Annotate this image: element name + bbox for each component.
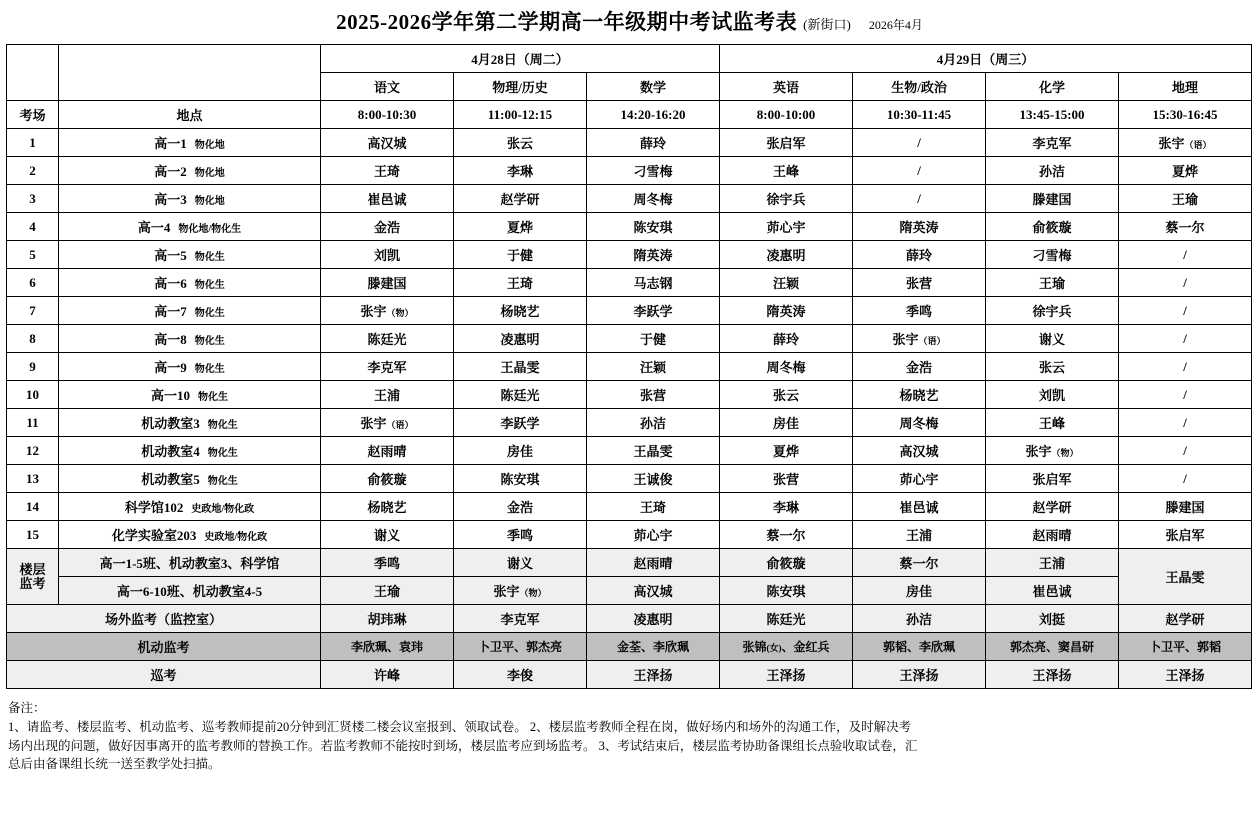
room-place bbox=[59, 353, 321, 381]
invigilator-r1-c7: 张宇（语） bbox=[1119, 129, 1252, 157]
invigilator-r3-c7: 王瑜 bbox=[1119, 185, 1252, 213]
place-subject-group: 物化生 bbox=[207, 420, 238, 431]
invigilator-r6-c2: 王琦 bbox=[454, 269, 587, 297]
place-subject-group: 史政地/物化政 bbox=[191, 504, 255, 515]
place-name: 机动教室4 bbox=[141, 444, 200, 459]
invigilator-r8-c7: / bbox=[1119, 325, 1252, 353]
invigilator-r8-c4: 薛玲 bbox=[720, 325, 853, 353]
table-row bbox=[7, 437, 1252, 465]
place-subject-group: 物化地 bbox=[194, 168, 225, 179]
invigilator-r12-c2: 房佳 bbox=[454, 437, 587, 465]
table-row bbox=[7, 129, 1252, 157]
header-day-1: 4月28日（周二） bbox=[321, 45, 720, 73]
place-subject-group: 物化生 bbox=[198, 392, 228, 403]
invigilator-r5-c1: 刘凯 bbox=[321, 241, 454, 269]
room-number: 5 bbox=[7, 241, 59, 269]
outside-invigilator-c4: 陈廷光 bbox=[720, 605, 853, 633]
place-subject-group: 物化生 bbox=[194, 364, 225, 375]
invigilator-r15-c7: 张启军 bbox=[1119, 521, 1252, 549]
invigilator-r11-c6: 王峰 bbox=[986, 409, 1119, 437]
header-subject-5: 生物/政治 bbox=[853, 73, 986, 101]
invigilator-r13-c6: 张启军 bbox=[986, 465, 1119, 493]
room-number: 13 bbox=[7, 465, 59, 493]
invigilator-r1-c3: 薛玲 bbox=[587, 129, 720, 157]
place-name: 高一9 bbox=[154, 360, 187, 375]
invigilator-r11-c4: 房佳 bbox=[720, 409, 853, 437]
invigilator-r10-c5: 杨晓艺 bbox=[853, 381, 986, 409]
invigilator-r15-c3: 茆心宇 bbox=[587, 521, 720, 549]
invigilator-r12-c7: / bbox=[1119, 437, 1252, 465]
standby-invigilator-c2: 卜卫平、郭杰亮 bbox=[454, 633, 587, 661]
invigilator-r14-c2: 金浩 bbox=[454, 493, 587, 521]
patrol-row bbox=[7, 661, 1252, 689]
invigilator-r2-c6: 孙洁 bbox=[986, 157, 1119, 185]
invigilator-r8-c6: 谢义 bbox=[986, 325, 1119, 353]
invigilator-r8-c2: 凌惠明 bbox=[454, 325, 587, 353]
invigilator-r5-c5: 薛玲 bbox=[853, 241, 986, 269]
outside-invigilation-row bbox=[7, 605, 1252, 633]
room-place bbox=[59, 409, 321, 437]
floor-invigilator-geography: 王晶雯 bbox=[1119, 549, 1252, 605]
place-name: 高一7 bbox=[154, 304, 187, 319]
outside-invigilator-c5: 孙洁 bbox=[853, 605, 986, 633]
table-row bbox=[7, 465, 1252, 493]
invigilator-r11-c1: 张宇（语） bbox=[321, 409, 454, 437]
place-name: 机动教室5 bbox=[141, 472, 200, 487]
invigilator-r3-c2: 赵学研 bbox=[454, 185, 587, 213]
outside-invigilator-c3: 凌惠明 bbox=[587, 605, 720, 633]
notes-title: 备注： bbox=[8, 701, 46, 715]
standby-invigilation-label: 机动监考 bbox=[7, 633, 321, 661]
header-blank-place bbox=[59, 45, 321, 101]
invigilator-r4-c6: 俞筱璇 bbox=[986, 213, 1119, 241]
room-number: 15 bbox=[7, 521, 59, 549]
invigilator-r4-c7: 蔡一尔 bbox=[1119, 213, 1252, 241]
room-place bbox=[59, 493, 321, 521]
invigilator-r9-c5: 金浩 bbox=[853, 353, 986, 381]
invigilator-r7-c7: / bbox=[1119, 297, 1252, 325]
floor-scope bbox=[59, 577, 321, 605]
place-name: 高一6 bbox=[154, 276, 187, 291]
invigilator-r6-c1: 滕建国 bbox=[321, 269, 454, 297]
floor-invigilator-r2-c1: 王瑜 bbox=[321, 577, 454, 605]
place-name: 高一2 bbox=[154, 164, 187, 179]
invigilator-r3-c6: 滕建国 bbox=[986, 185, 1119, 213]
patrol-person-c5: 王泽扬 bbox=[853, 661, 986, 689]
room-place bbox=[59, 213, 321, 241]
room-number: 10 bbox=[7, 381, 59, 409]
header-time-3: 14:20-16:20 bbox=[587, 101, 720, 129]
invigilator-r7-c3: 李跃学 bbox=[587, 297, 720, 325]
floor-invigilator-r1-c3: 赵雨晴 bbox=[587, 549, 720, 577]
invigilator-r5-c3: 隋英涛 bbox=[587, 241, 720, 269]
header-subject-7: 地理 bbox=[1119, 73, 1252, 101]
header-subject-2: 物理/历史 bbox=[454, 73, 587, 101]
invigilator-r2-c4: 王峰 bbox=[720, 157, 853, 185]
invigilator-r2-c2: 李琳 bbox=[454, 157, 587, 185]
invigilator-r15-c5: 王浦 bbox=[853, 521, 986, 549]
invigilator-r5-c4: 凌惠明 bbox=[720, 241, 853, 269]
patrol-person-c3: 王泽扬 bbox=[587, 661, 720, 689]
invigilator-r11-c5: 周冬梅 bbox=[853, 409, 986, 437]
invigilator-r1-c5: / bbox=[853, 129, 986, 157]
invigilator-r10-c2: 陈廷光 bbox=[454, 381, 587, 409]
place-name: 高一1 bbox=[154, 136, 187, 151]
floor-invigilator-r1-c2: 谢义 bbox=[454, 549, 587, 577]
notes-line-3: 总后由备课组长统一送至教学处扫描。 bbox=[8, 757, 221, 772]
table-row bbox=[7, 157, 1252, 185]
invigilator-r13-c5: 茆心宇 bbox=[853, 465, 986, 493]
patrol-label: 巡考 bbox=[7, 661, 321, 689]
header-time-2: 11:00-12:15 bbox=[454, 101, 587, 129]
standby-invigilator-c3: 金荃、李欣珮 bbox=[587, 633, 720, 661]
invigilator-r13-c1: 俞筱璇 bbox=[321, 465, 454, 493]
standby-invigilator-c4: 张锦(女)、金红兵 bbox=[720, 633, 853, 661]
room-place bbox=[59, 437, 321, 465]
invigilator-r4-c3: 陈安琪 bbox=[587, 213, 720, 241]
invigilator-r1-c4: 张启军 bbox=[720, 129, 853, 157]
header-exam-room: 考场 bbox=[7, 101, 59, 129]
invigilator-r6-c3: 马志钢 bbox=[587, 269, 720, 297]
invigilator-r7-c2: 杨晓艺 bbox=[454, 297, 587, 325]
campus-label: (新街口) bbox=[803, 17, 851, 32]
room-number: 3 bbox=[7, 185, 59, 213]
invigilator-r6-c7: / bbox=[1119, 269, 1252, 297]
standby-invigilation-row bbox=[7, 633, 1252, 661]
place-subject-group: 物化地/物化生 bbox=[178, 224, 242, 235]
table-row bbox=[7, 213, 1252, 241]
invigilator-r14-c7: 滕建国 bbox=[1119, 493, 1252, 521]
header-time-4: 8:00-10:00 bbox=[720, 101, 853, 129]
room-number: 8 bbox=[7, 325, 59, 353]
room-place bbox=[59, 185, 321, 213]
floor-invigilator-r2-c3: 高汉城 bbox=[587, 577, 720, 605]
invigilator-r13-c4: 张营 bbox=[720, 465, 853, 493]
room-number: 6 bbox=[7, 269, 59, 297]
invigilator-r2-c3: 刁雪梅 bbox=[587, 157, 720, 185]
floor-invigilator-r2-c6: 崔邑诚 bbox=[986, 577, 1119, 605]
invigilator-r2-c7: 夏烨 bbox=[1119, 157, 1252, 185]
place-name: 科学馆102 bbox=[124, 500, 184, 515]
floor-invigilator-r2-c5: 房佳 bbox=[853, 577, 986, 605]
header-subject-3: 数学 bbox=[587, 73, 720, 101]
invigilator-r14-c6: 赵学研 bbox=[986, 493, 1119, 521]
schedule-table bbox=[6, 44, 1252, 689]
invigilator-r14-c3: 王琦 bbox=[587, 493, 720, 521]
room-place bbox=[59, 157, 321, 185]
floor-invigilation-row bbox=[7, 577, 1252, 605]
patrol-person-c6: 王泽扬 bbox=[986, 661, 1119, 689]
invigilator-r13-c7: / bbox=[1119, 465, 1252, 493]
invigilator-r7-c1: 张宇（物） bbox=[321, 297, 454, 325]
place-name: 高一10 bbox=[150, 388, 190, 403]
header-time-5: 10:30-11:45 bbox=[853, 101, 986, 129]
invigilator-r10-c6: 刘凯 bbox=[986, 381, 1119, 409]
header-subject-1: 语文 bbox=[321, 73, 454, 101]
header-row-times bbox=[7, 101, 1252, 129]
table-row bbox=[7, 521, 1252, 549]
floor-scope-text: 高一6-10班、机动教室4-5 bbox=[116, 584, 263, 599]
invigilator-r9-c3: 汪颖 bbox=[587, 353, 720, 381]
invigilator-r3-c3: 周冬梅 bbox=[587, 185, 720, 213]
header-place: 地点 bbox=[59, 101, 321, 129]
floor-scope bbox=[59, 549, 321, 577]
invigilator-r6-c5: 张营 bbox=[853, 269, 986, 297]
floor-invigilator-r1-c1: 季鸣 bbox=[321, 549, 454, 577]
invigilator-r4-c5: 隋英涛 bbox=[853, 213, 986, 241]
place-subject-group: 物化生 bbox=[194, 252, 225, 263]
invigilator-r3-c4: 徐宇兵 bbox=[720, 185, 853, 213]
outside-invigilator-c2: 李克军 bbox=[454, 605, 587, 633]
floor-invigilator-r2-c2: 张宇（物） bbox=[454, 577, 587, 605]
invigilator-r12-c4: 夏烨 bbox=[720, 437, 853, 465]
place-name: 机动教室3 bbox=[141, 416, 200, 431]
page-title bbox=[0, 0, 1259, 44]
invigilator-r12-c5: 高汉城 bbox=[853, 437, 986, 465]
room-number: 14 bbox=[7, 493, 59, 521]
invigilator-r10-c7: / bbox=[1119, 381, 1252, 409]
invigilator-r13-c3: 王诚俊 bbox=[587, 465, 720, 493]
floor-invigilation-row bbox=[7, 549, 1252, 577]
table-row bbox=[7, 241, 1252, 269]
room-number: 7 bbox=[7, 297, 59, 325]
invigilator-r10-c1: 王浦 bbox=[321, 381, 454, 409]
invigilator-r2-c1: 王琦 bbox=[321, 157, 454, 185]
table-row bbox=[7, 493, 1252, 521]
outside-invigilator-c6: 刘挺 bbox=[986, 605, 1119, 633]
invigilator-r6-c4: 汪颖 bbox=[720, 269, 853, 297]
invigilator-r10-c4: 张云 bbox=[720, 381, 853, 409]
invigilator-r12-c1: 赵雨晴 bbox=[321, 437, 454, 465]
room-place bbox=[59, 465, 321, 493]
invigilator-r5-c2: 于健 bbox=[454, 241, 587, 269]
page-title-text: 2025-2026学年第二学期高一年级期中考试监考表 bbox=[336, 10, 798, 34]
room-place bbox=[59, 381, 321, 409]
table-row bbox=[7, 297, 1252, 325]
header-blank-exam bbox=[7, 45, 59, 101]
invigilator-r8-c1: 陈廷光 bbox=[321, 325, 454, 353]
invigilator-r12-c6: 张宇（物） bbox=[986, 437, 1119, 465]
table-row bbox=[7, 185, 1252, 213]
invigilator-r11-c3: 孙洁 bbox=[587, 409, 720, 437]
outside-invigilation-label: 场外监考（监控室） bbox=[7, 605, 321, 633]
standby-invigilator-c6: 郭杰亮、窦昌研 bbox=[986, 633, 1119, 661]
invigilator-r8-c3: 于健 bbox=[587, 325, 720, 353]
outside-invigilator-c1: 胡玮琳 bbox=[321, 605, 454, 633]
room-place bbox=[59, 269, 321, 297]
header-time-1: 8:00-10:30 bbox=[321, 101, 454, 129]
invigilator-r5-c7: / bbox=[1119, 241, 1252, 269]
floor-invigilator-r2-c4: 陈安琪 bbox=[720, 577, 853, 605]
outside-invigilator-c7: 赵学研 bbox=[1119, 605, 1252, 633]
room-number: 4 bbox=[7, 213, 59, 241]
invigilator-r6-c6: 王瑜 bbox=[986, 269, 1119, 297]
room-place bbox=[59, 129, 321, 157]
place-name: 高一3 bbox=[154, 192, 187, 207]
invigilator-r11-c2: 李跃学 bbox=[454, 409, 587, 437]
invigilator-r15-c4: 蔡一尔 bbox=[720, 521, 853, 549]
table-row bbox=[7, 381, 1252, 409]
invigilator-r5-c6: 刁雪梅 bbox=[986, 241, 1119, 269]
invigilator-r3-c5: / bbox=[853, 185, 986, 213]
invigilator-r13-c2: 陈安琪 bbox=[454, 465, 587, 493]
table-row bbox=[7, 269, 1252, 297]
notes-line-2: 场内出现的问题，做好因事离开的监考教师的替换工作。若监考教师不能按时到场，楼层监考应到场监考。 3、考试结束后，楼层监考协助备课组长点验收取试卷，汇 bbox=[8, 738, 918, 753]
standby-invigilator-c5: 郭韬、李欣珮 bbox=[853, 633, 986, 661]
standby-invigilator-c7: 卜卫平、郭韬 bbox=[1119, 633, 1252, 661]
header-time-7: 15:30-16:45 bbox=[1119, 101, 1252, 129]
invigilator-r12-c3: 王晶雯 bbox=[587, 437, 720, 465]
date-label: 2026年4月 bbox=[868, 18, 923, 32]
invigilator-r9-c2: 王晶雯 bbox=[454, 353, 587, 381]
invigilator-r9-c7: / bbox=[1119, 353, 1252, 381]
place-subject-group: 物化生 bbox=[207, 448, 238, 459]
place-name: 高一5 bbox=[154, 248, 187, 263]
floor-invigilator-r1-c6: 王浦 bbox=[986, 549, 1119, 577]
invigilator-r15-c1: 谢义 bbox=[321, 521, 454, 549]
floor-invigilator-r1-c4: 俞筱璇 bbox=[720, 549, 853, 577]
floor-scope-text: 高一1-5班、机动教室3、科学馆 bbox=[99, 556, 280, 571]
header-row-days bbox=[7, 45, 1252, 73]
notes-block bbox=[8, 699, 1251, 774]
invigilator-r1-c6: 李克军 bbox=[986, 129, 1119, 157]
invigilator-r4-c1: 金浩 bbox=[321, 213, 454, 241]
place-subject-group: 物化地 bbox=[194, 140, 225, 151]
place-subject-group: 物化生 bbox=[194, 336, 225, 347]
invigilator-r15-c2: 季鸣 bbox=[454, 521, 587, 549]
room-number: 2 bbox=[7, 157, 59, 185]
patrol-person-c4: 王泽扬 bbox=[720, 661, 853, 689]
room-place bbox=[59, 521, 321, 549]
floor-invigilation-label: 楼层 监考 bbox=[7, 549, 59, 605]
invigilator-r9-c4: 周冬梅 bbox=[720, 353, 853, 381]
room-place bbox=[59, 241, 321, 269]
table-row bbox=[7, 409, 1252, 437]
invigilator-r7-c4: 隋英涛 bbox=[720, 297, 853, 325]
invigilator-r9-c6: 张云 bbox=[986, 353, 1119, 381]
place-name: 化学实验室203 bbox=[111, 528, 197, 543]
notes-line-1: 1、请监考、楼层监考、机动监考、巡考教师提前20分钟到汇贤楼二楼会议室报到、领取试卷。 2、楼层监考教师全程在岗，做好场内和场外的沟通工作，及时解决考 bbox=[8, 719, 912, 734]
invigilator-r7-c6: 徐宇兵 bbox=[986, 297, 1119, 325]
place-subject-group: 物化地 bbox=[194, 196, 225, 207]
room-number: 12 bbox=[7, 437, 59, 465]
invigilator-r9-c1: 李克军 bbox=[321, 353, 454, 381]
invigilator-r14-c5: 崔邑诚 bbox=[853, 493, 986, 521]
patrol-person-c7: 王泽扬 bbox=[1119, 661, 1252, 689]
header-time-6: 13:45-15:00 bbox=[986, 101, 1119, 129]
invigilator-r7-c5: 季鸣 bbox=[853, 297, 986, 325]
invigilator-r4-c4: 茆心宇 bbox=[720, 213, 853, 241]
header-subject-4: 英语 bbox=[720, 73, 853, 101]
place-subject-group: 物化生 bbox=[207, 476, 238, 487]
patrol-person-c1: 许峰 bbox=[321, 661, 454, 689]
place-name: 高一4 bbox=[137, 220, 171, 235]
invigilator-r11-c7: / bbox=[1119, 409, 1252, 437]
invigilator-r10-c3: 张营 bbox=[587, 381, 720, 409]
invigilator-r3-c1: 崔邑诚 bbox=[321, 185, 454, 213]
invigilator-r1-c2: 张云 bbox=[454, 129, 587, 157]
room-place bbox=[59, 325, 321, 353]
room-number: 11 bbox=[7, 409, 59, 437]
header-day-2: 4月29日（周三） bbox=[720, 45, 1252, 73]
room-place bbox=[59, 297, 321, 325]
invigilator-r14-c4: 李琳 bbox=[720, 493, 853, 521]
invigilator-r14-c1: 杨晓艺 bbox=[321, 493, 454, 521]
room-number: 9 bbox=[7, 353, 59, 381]
patrol-person-c2: 李俊 bbox=[454, 661, 587, 689]
standby-invigilator-c1: 李欣珮、袁玮 bbox=[321, 633, 454, 661]
header-subject-6: 化学 bbox=[986, 73, 1119, 101]
place-subject-group: 物化生 bbox=[194, 280, 225, 291]
floor-invigilator-r1-c5: 蔡一尔 bbox=[853, 549, 986, 577]
invigilator-r1-c1: 高汉城 bbox=[321, 129, 454, 157]
place-subject-group: 史政地/物化政 bbox=[204, 532, 268, 543]
invigilator-r15-c6: 赵雨晴 bbox=[986, 521, 1119, 549]
place-subject-group: 物化生 bbox=[194, 308, 225, 319]
invigilator-r8-c5: 张宇（语） bbox=[853, 325, 986, 353]
invigilator-r4-c2: 夏烨 bbox=[454, 213, 587, 241]
room-number: 1 bbox=[7, 129, 59, 157]
table-row bbox=[7, 325, 1252, 353]
invigilator-r2-c5: / bbox=[853, 157, 986, 185]
table-row bbox=[7, 353, 1252, 381]
place-name: 高一8 bbox=[154, 332, 187, 347]
